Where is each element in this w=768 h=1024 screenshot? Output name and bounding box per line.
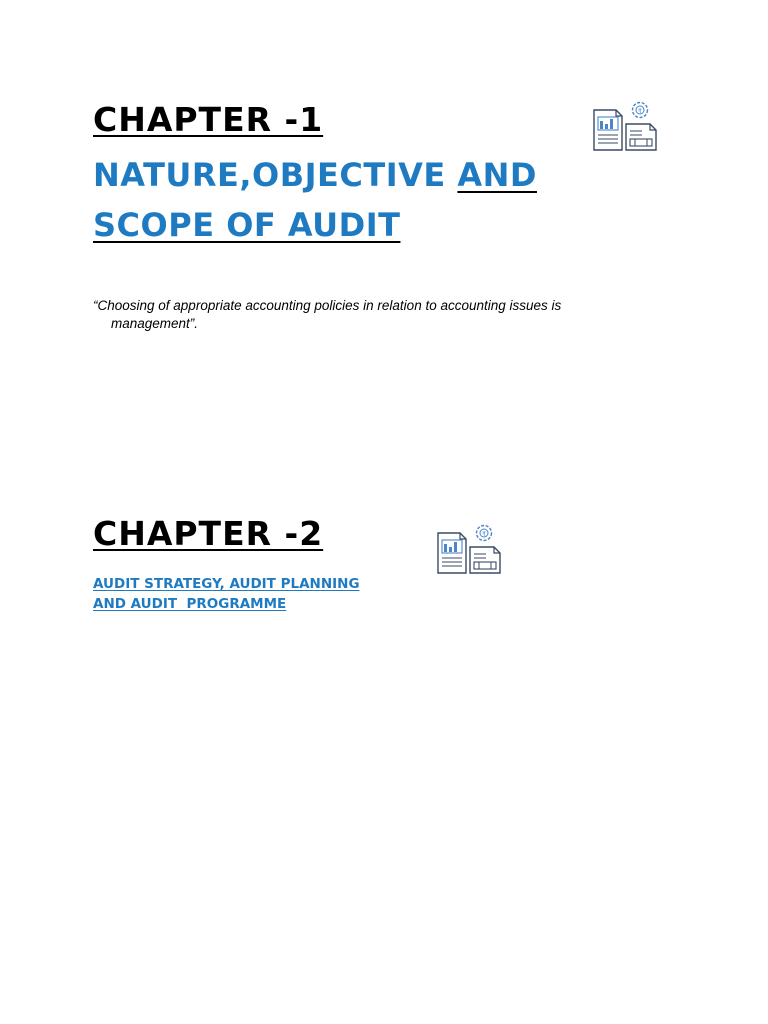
report-settings-icon bbox=[592, 100, 660, 152]
svg-text:₹: ₹ bbox=[638, 108, 642, 115]
chapter-2-subtitle-line2: AND AUDIT PROGRAMME bbox=[93, 596, 287, 612]
chapter-1-title-part1: NATURE,OBJECTIVE bbox=[93, 156, 458, 194]
chapter-1-quote bbox=[93, 297, 633, 333]
chapter-1-heading: CHAPTER -1 bbox=[93, 100, 324, 139]
chapter-1-title bbox=[93, 150, 613, 250]
report-settings-icon bbox=[436, 523, 504, 575]
svg-text:₹: ₹ bbox=[482, 531, 486, 538]
chapter-1-title-part2: AND bbox=[457, 156, 537, 194]
chapter-2-subtitle-line1: AUDIT STRATEGY, AUDIT PLANNING bbox=[93, 576, 360, 592]
chapter-1-title-part3: SCOPE OF AUDIT bbox=[93, 206, 401, 244]
chapter-2-subtitle bbox=[93, 574, 413, 614]
chapter-2-heading: CHAPTER -2 bbox=[93, 514, 324, 553]
quote-line-1: “Choosing of appropriate accounting policies in relation to accounting issues is bbox=[93, 298, 562, 313]
quote-line-2: management”. bbox=[111, 316, 199, 331]
